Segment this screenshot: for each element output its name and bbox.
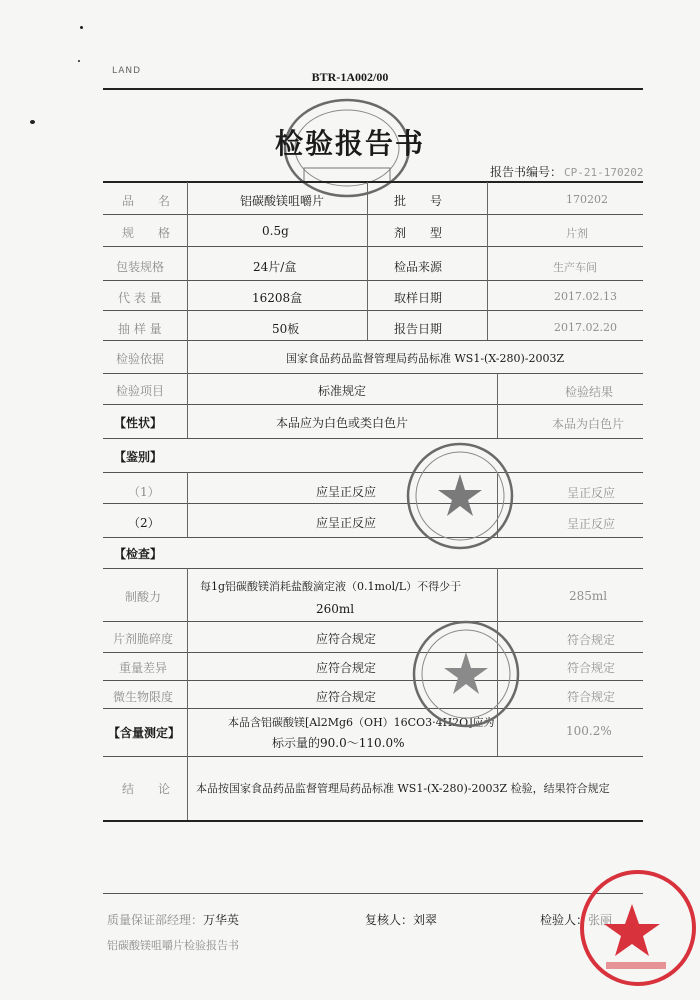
properties-label: 【性状】 — [114, 416, 163, 430]
info-label-dosage-form: 剂 型 — [394, 226, 443, 240]
ident-1-standard: 应呈正反应 — [316, 485, 377, 499]
gray-qa-stamp — [404, 440, 516, 552]
table-rule — [103, 652, 643, 653]
table-rule — [103, 340, 643, 341]
microbial-limit-standard: 应符合规定 — [316, 690, 377, 704]
microbial-limit-label: 微生物限度 — [113, 690, 174, 704]
table-rule — [103, 503, 643, 504]
table-rule — [103, 472, 643, 473]
company-logo-text: LAND — [112, 66, 142, 76]
info-label-source: 检品来源 — [394, 260, 443, 274]
assay-standard-line2: 标示量的90.0～110.0% — [272, 736, 405, 750]
assay-label: 【含量测定】 — [108, 726, 181, 740]
info-label-sampling-date: 取样日期 — [394, 291, 443, 305]
checks-title: 【检查】 — [114, 547, 163, 561]
conclusion-value: 本品按国家食品药品监督管理局药品标准 WS1-(X-280)-2003Z 检验，结果符合规定 — [196, 782, 610, 795]
report-number — [490, 163, 644, 180]
acid-label: 制酸力 — [125, 590, 162, 604]
table-col-rule — [367, 182, 368, 340]
table-col-rule — [187, 568, 188, 756]
table-rule — [103, 280, 643, 281]
info-value-quantity: 16208盒 — [252, 291, 303, 305]
document-name: 铝碳酸镁咀嚼片检验报告书 — [107, 939, 239, 952]
table-rule — [103, 181, 643, 183]
items-header-label: 检验项目 — [116, 384, 165, 398]
basis-label: 检验依据 — [116, 352, 165, 366]
acid-standard-line2: 260ml — [316, 602, 355, 616]
info-value-dosage-form: 片剂 — [566, 227, 588, 240]
red-company-seal — [576, 866, 696, 990]
info-value-name: 铝碳酸镁咀嚼片 — [240, 194, 325, 208]
inspector-label: 检验人： — [540, 913, 589, 927]
info-label-batch: 批 号 — [394, 194, 443, 208]
properties-standard: 本品应为白色或类白色片 — [276, 416, 409, 430]
table-rule — [103, 568, 643, 569]
table-rule — [103, 621, 643, 622]
weight-variation-label: 重量差异 — [119, 661, 168, 675]
table-col-rule — [187, 756, 188, 820]
assay-result: 100.2% — [566, 724, 612, 738]
table-rule — [103, 246, 643, 247]
table-rule — [103, 680, 643, 681]
friability-result: 符合规定 — [567, 633, 616, 647]
info-value-sampling-date: 2017.02.13 — [554, 290, 617, 303]
table-rule — [103, 820, 643, 822]
info-value-spec: 0.5g — [262, 224, 289, 238]
items-header-standard: 标准规定 — [318, 384, 367, 398]
table-col-rule — [187, 373, 188, 438]
ident-2-standard: 应呈正反应 — [316, 516, 377, 530]
info-label-quantity: 代 表 量 — [118, 291, 162, 305]
table-rule — [103, 310, 643, 311]
footer-rule — [103, 893, 643, 894]
qa-manager — [107, 911, 239, 928]
ident-1-result: 呈正反应 — [567, 486, 616, 500]
info-value-sample-size: 50板 — [272, 322, 300, 336]
table-col-rule — [497, 373, 498, 438]
table-col-rule — [187, 472, 188, 537]
scan-speck — [80, 26, 83, 29]
table-rule — [103, 373, 643, 374]
info-label-sample-size: 抽 样 量 — [118, 322, 162, 336]
table-rule — [103, 404, 643, 405]
table-rule — [103, 756, 643, 757]
basis-value: 国家食品药品监督管理局药品标准 WS1-(X-280)-2003Z — [286, 352, 565, 365]
info-value-packaging: 24片/盒 — [253, 260, 297, 274]
friability-standard: 应符合规定 — [316, 632, 377, 646]
report-number-label: 报告书编号： — [490, 165, 563, 179]
identification-title: 【鉴别】 — [114, 450, 163, 464]
reviewer-name: 刘翠 — [413, 913, 438, 927]
info-label-report-date: 报告日期 — [394, 322, 443, 336]
header-rule — [103, 88, 643, 90]
info-value-batch: 170202 — [566, 193, 608, 206]
ident-1-label: （1） — [128, 485, 160, 499]
ident-2-result: 呈正反应 — [567, 517, 616, 531]
scan-speck — [78, 60, 80, 62]
items-header-result: 检验结果 — [565, 385, 614, 399]
assay-standard-line1: 本品含铝碳酸镁[Al2Mg6（OH）16CO3·4H2O]应为 — [228, 716, 495, 729]
acid-standard-line1: 每1g铝碳酸镁消耗盐酸滴定液（0.1mol/L）不得少于 — [200, 580, 462, 593]
ident-2-label: （2） — [128, 516, 160, 530]
document-code: BTR-1A002/00 — [311, 70, 389, 84]
table-col-rule — [187, 340, 188, 373]
conclusion-label: 结 论 — [122, 782, 171, 796]
info-value-report-date: 2017.02.20 — [554, 321, 617, 334]
reviewer — [365, 911, 437, 928]
table-rule — [103, 708, 643, 709]
table-col-rule — [487, 182, 488, 340]
microbial-limit-result: 符合规定 — [567, 690, 616, 704]
report-number-value: CP-21-170202 — [564, 166, 644, 179]
info-label-name: 品 名 — [122, 194, 171, 208]
friability-label: 片剂脆碎度 — [113, 632, 174, 646]
gray-inspection-stamp — [410, 618, 522, 730]
weight-variation-standard: 应符合规定 — [316, 661, 377, 675]
qa-manager-label: 质量保证部经理： — [107, 913, 204, 927]
reviewer-label: 复核人： — [365, 913, 414, 927]
table-rule — [103, 537, 643, 538]
info-label-packaging: 包装规格 — [116, 260, 165, 274]
acid-result: 285ml — [569, 589, 608, 603]
inspector-name: 张丽 — [588, 913, 613, 927]
table-rule — [103, 438, 643, 439]
table-col-rule — [187, 182, 188, 340]
weight-variation-result: 符合规定 — [567, 661, 616, 675]
page-title: 检验报告书 — [274, 127, 425, 160]
qa-manager-name: 万华英 — [203, 913, 240, 927]
table-rule — [103, 214, 643, 215]
info-label-spec: 规 格 — [122, 226, 171, 240]
properties-result: 本品为白色片 — [552, 417, 625, 431]
info-value-source: 生产车间 — [553, 261, 597, 274]
